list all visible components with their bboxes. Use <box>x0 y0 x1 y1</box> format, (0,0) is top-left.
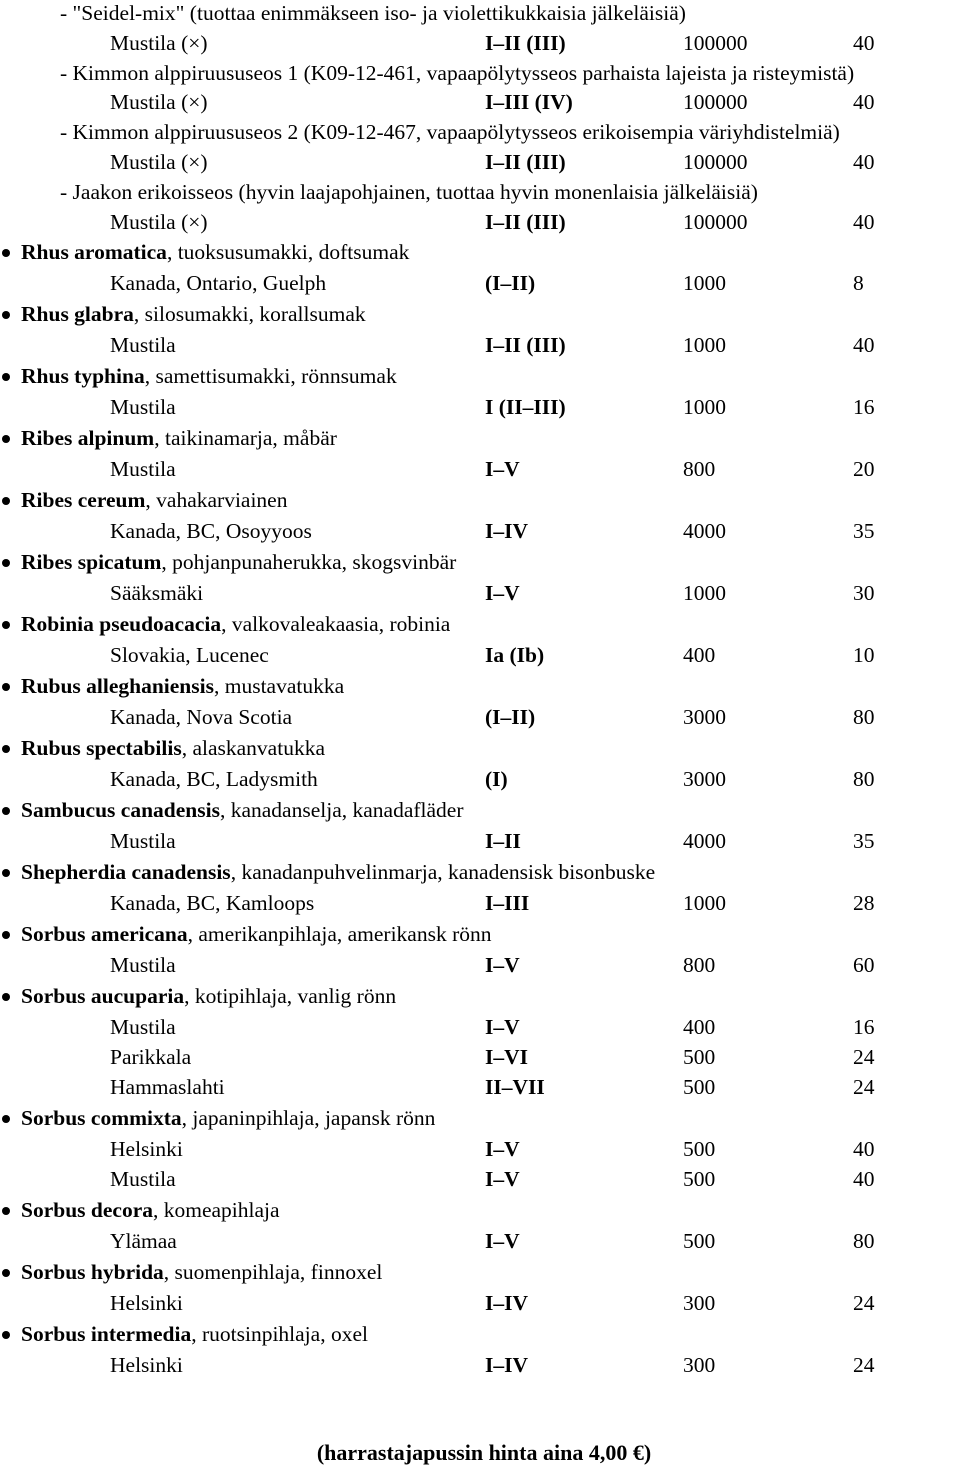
species-latin-name: Sorbus decora <box>21 1198 153 1222</box>
cell-origin: Mustila <box>110 457 176 481</box>
cell-zone: I–III (IV) <box>485 90 573 115</box>
cell-zone: I–V <box>485 1137 520 1161</box>
cell-zone: (I–II) <box>485 705 536 729</box>
cell-price: 28 <box>853 891 875 915</box>
cell-count: 1000 <box>683 581 726 605</box>
cell-origin: Hammaslahti <box>110 1075 225 1099</box>
cell-zone: I–II (III) <box>485 209 566 234</box>
cell-count: 800 <box>683 953 716 977</box>
cell-count: 100000 <box>683 30 748 55</box>
cell-origin: Mustila <box>110 333 176 357</box>
species-latin-name: Sorbus aucuparia <box>21 984 185 1008</box>
bullet-icon <box>2 559 10 567</box>
cell-origin: Kanada, BC, Ladysmith <box>110 767 318 791</box>
cell-count: 400 <box>683 643 716 667</box>
cell-origin: Kanada, BC, Kamloops <box>110 891 315 915</box>
cell-count: 300 <box>683 1353 716 1377</box>
cell-count: 300 <box>683 1291 716 1315</box>
cell-count: 500 <box>683 1167 716 1191</box>
footer-note: (harrastajapussin hinta aina 4,00 €) <box>316 1440 652 1465</box>
cell-price: 40 <box>853 1167 875 1191</box>
cell-count: 100000 <box>683 209 748 234</box>
species-common-names: , pohjanpunaherukka, skogsvinbär <box>161 550 457 574</box>
cell-count: 100000 <box>683 90 748 115</box>
cell-zone: I–II (III) <box>485 30 566 55</box>
species-common-names: , suomenpihlaja, finnoxel <box>163 1260 383 1284</box>
cell-price: 80 <box>853 705 875 729</box>
cell-origin: Mustila <box>110 395 176 419</box>
species-common-names: , valkovaleakaasia, robinia <box>221 612 451 636</box>
species-common-names: , mustavatukka <box>213 674 345 698</box>
cell-zone: I–IV <box>485 1291 529 1315</box>
species-latin-name: Sorbus hybrida <box>21 1260 164 1284</box>
species-latin-name: Ribes cereum <box>21 488 146 512</box>
species-common-names: , ruotsinpihlaja, oxel <box>191 1322 368 1346</box>
cell-origin: Parikkala <box>110 1045 192 1069</box>
species-latin-name: Sambucus canadensis <box>21 798 220 822</box>
cell-count: 400 <box>683 1015 716 1039</box>
cell-count: 1000 <box>683 395 726 419</box>
cell-count: 4000 <box>683 519 726 543</box>
cell-price: 16 <box>853 1015 875 1039</box>
cell-origin: Mustila (×) <box>110 150 208 174</box>
bullet-icon <box>2 993 10 1001</box>
species-latin-name: Robinia pseudoacacia <box>21 612 222 636</box>
cell-origin: Kanada, Ontario, Guelph <box>110 271 327 295</box>
cell-price: 20 <box>853 457 875 481</box>
cell-zone: (I–II) <box>485 271 536 295</box>
cell-count: 500 <box>683 1045 716 1069</box>
bullet-icon <box>2 1207 10 1215</box>
bullet-icon <box>2 1269 10 1277</box>
cell-origin: Helsinki <box>110 1353 183 1377</box>
cell-zone: I–V <box>485 457 520 481</box>
cell-price: 35 <box>853 519 875 543</box>
bullet-icon <box>2 807 10 815</box>
species-latin-name: Sorbus intermedia <box>21 1322 192 1346</box>
species-common-names: , tuoksusumakki, doftsumak <box>166 240 410 264</box>
cell-origin: Mustila (×) <box>110 209 208 234</box>
cell-zone: I–V <box>485 1015 520 1039</box>
bullet-icon <box>2 683 10 691</box>
species-latin-name: Rhus glabra <box>21 302 134 326</box>
mix-title-text: - Jaakon erikoisseos (hyvin laajapohjainen, tuottaa hyvin monenlaisia jälkeläisiä) <box>60 179 758 204</box>
cell-zone: I–V <box>485 581 520 605</box>
cell-zone: I–IV <box>485 519 529 543</box>
cell-price: 40 <box>853 90 875 115</box>
cell-price: 24 <box>853 1291 875 1315</box>
cell-price: 40 <box>853 209 875 234</box>
species-latin-name: Ribes spicatum <box>21 550 162 574</box>
cell-origin: Kanada, Nova Scotia <box>110 705 293 729</box>
bullet-icon <box>2 249 10 257</box>
cell-origin: Kanada, BC, Osoyyoos <box>110 519 312 543</box>
cell-count: 3000 <box>683 767 726 791</box>
species-common-names: , kanadanpuhvelinmarja, kanadensisk bisonbuske <box>230 860 656 884</box>
species-latin-name: Sorbus americana <box>21 922 188 946</box>
cell-zone: I–IV <box>485 1353 529 1377</box>
cell-count: 4000 <box>683 829 726 853</box>
cell-origin: Mustila <box>110 953 176 977</box>
mix-title-text: - "Seidel-mix" (tuottaa enimmäkseen iso- ja violettikukkaisia jälkeläisiä) <box>60 1 686 25</box>
cell-price: 24 <box>853 1353 875 1377</box>
species-latin-name: Shepherdia canadensis <box>21 860 231 884</box>
cell-price: 40 <box>853 333 875 357</box>
cell-count: 1000 <box>683 333 726 357</box>
cell-price: 60 <box>853 953 875 977</box>
species-latin-name: Rubus spectabilis <box>21 736 182 760</box>
cell-origin: Mustila <box>110 1015 176 1039</box>
species-common-names: , komeapihlaja <box>153 1198 280 1222</box>
cell-price: 24 <box>853 1075 875 1099</box>
cell-price: 30 <box>853 581 875 605</box>
species-common-names: , vahakarviainen <box>145 488 288 512</box>
mix-title-text: - Kimmon alppiruususeos 1 (K09-12-461, vapaapölytysseos parhaista lajeista ja risteymistä) <box>60 60 855 85</box>
cell-zone: I (II–III) <box>485 395 566 419</box>
cell-zone: II–VII <box>485 1075 545 1099</box>
species-latin-name: Rhus aromatica <box>21 240 167 264</box>
cell-count: 500 <box>683 1137 716 1161</box>
species-common-names: , japaninpihlaja, japansk rönn <box>181 1106 436 1130</box>
cell-origin: Mustila <box>110 829 176 853</box>
bullet-icon <box>2 311 10 319</box>
cell-zone: I–II (III) <box>485 333 566 357</box>
bullet-icon <box>2 1331 10 1339</box>
bullet-icon <box>2 373 10 381</box>
cell-zone: I–III <box>485 891 530 915</box>
cell-zone: I–II <box>485 829 521 853</box>
cell-price: 40 <box>853 1137 875 1161</box>
species-common-names: , kanadanselja, kanadafläder <box>219 798 464 822</box>
bullet-icon <box>2 621 10 629</box>
cell-count: 500 <box>683 1075 716 1099</box>
cell-zone: (I) <box>485 767 508 791</box>
cell-count: 100000 <box>683 150 748 174</box>
cell-zone: I–V <box>485 953 520 977</box>
species-common-names: , kotipihlaja, vanlig rönn <box>184 984 397 1008</box>
bullet-icon <box>2 1115 10 1123</box>
cell-price: 35 <box>853 829 875 853</box>
cell-price: 10 <box>853 643 875 667</box>
cell-origin: Helsinki <box>110 1291 183 1315</box>
bullet-icon <box>2 435 10 443</box>
bullet-icon <box>2 497 10 505</box>
bullet-icon <box>2 745 10 753</box>
species-common-names: , amerikanpihlaja, amerikansk rönn <box>187 922 492 946</box>
cell-count: 500 <box>683 1229 716 1253</box>
species-common-names: , samettisumakki, rönnsumak <box>144 364 397 388</box>
bullet-icon <box>2 931 10 939</box>
cell-count: 1000 <box>683 271 726 295</box>
cell-zone: I–VI <box>485 1045 529 1069</box>
bullet-icon <box>2 869 10 877</box>
cell-origin: Helsinki <box>110 1137 183 1161</box>
species-common-names: , silosumakki, korallsumak <box>133 302 366 326</box>
species-latin-name: Rubus alleghaniensis <box>21 674 214 698</box>
cell-count: 3000 <box>683 705 726 729</box>
cell-price: 80 <box>853 1229 875 1253</box>
cell-origin: Slovakia, Lucenec <box>110 643 269 667</box>
cell-zone: I–II (III) <box>485 150 566 174</box>
cell-count: 1000 <box>683 891 726 915</box>
cell-count: 800 <box>683 457 716 481</box>
species-latin-name: Ribes alpinum <box>21 426 155 450</box>
cell-price: 80 <box>853 767 875 791</box>
species-common-names: , alaskanvatukka <box>181 736 325 760</box>
species-latin-name: Rhus typhina <box>21 364 145 388</box>
species-latin-name: Sorbus commixta <box>21 1106 182 1130</box>
cell-price: 16 <box>853 395 875 419</box>
mix-title-text: - Kimmon alppiruususeos 2 (K09-12-467, vapaapölytysseos erikoisempia väriyhdistelmiä) <box>60 120 840 145</box>
cell-origin: Mustila <box>110 1167 176 1191</box>
cell-zone: I–V <box>485 1229 520 1253</box>
cell-origin: Mustila (×) <box>110 90 208 115</box>
cell-price: 24 <box>853 1045 875 1069</box>
cell-zone: Ia (Ib) <box>485 643 545 667</box>
cell-zone: I–V <box>485 1167 520 1191</box>
cell-price: 40 <box>853 30 875 55</box>
cell-price: 8 <box>853 271 864 295</box>
cell-origin: Mustila (×) <box>110 30 208 55</box>
cell-origin: Sääksmäki <box>110 581 204 605</box>
cell-origin: Ylämaa <box>110 1229 177 1253</box>
species-common-names: , taikinamarja, måbär <box>154 426 337 450</box>
cell-price: 40 <box>853 150 875 174</box>
